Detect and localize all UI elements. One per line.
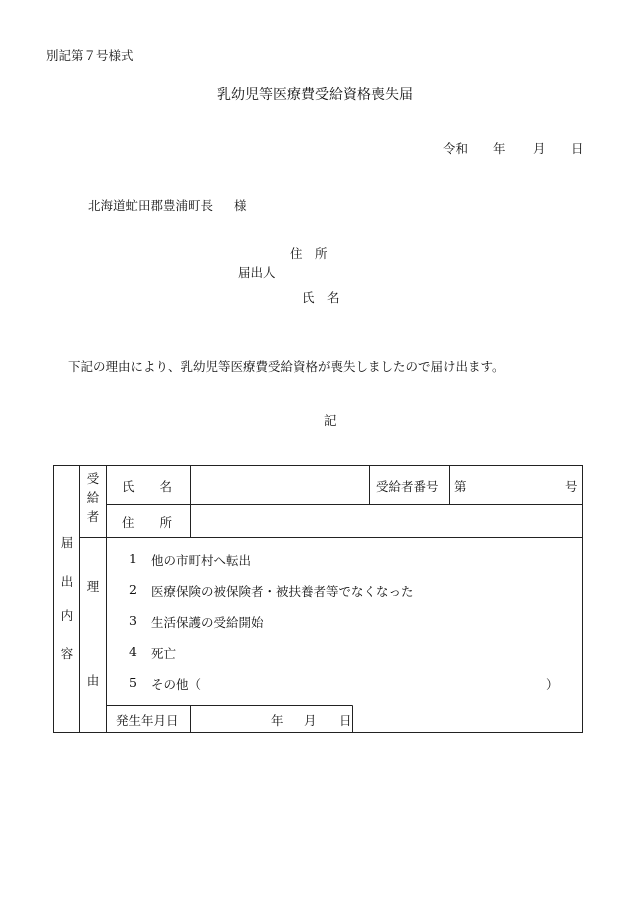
form-number: 別記第７号様式	[46, 48, 134, 63]
reason-number-4: 4	[129, 644, 137, 659]
reason-text-5: その他（	[151, 677, 202, 692]
reason-number-1: 1	[129, 551, 137, 566]
occurrence-label: 発生年月日	[116, 713, 179, 728]
address-label: 住 所	[122, 515, 173, 530]
date-era: 令和	[443, 141, 469, 156]
date-month: 月	[533, 141, 546, 156]
reason-label-2: 由	[86, 673, 100, 688]
section-label-2: 出	[60, 574, 74, 589]
recipient-number-label: 受給者番号	[376, 479, 439, 494]
reason-number-2: 2	[129, 582, 137, 597]
section-label-1: 届	[60, 535, 74, 550]
reason-number-5: 5	[129, 675, 137, 690]
date-day: 日	[571, 141, 584, 156]
ki-label: 記	[324, 413, 337, 428]
declaration-statement: 下記の理由により、乳幼児等医療費受給資格が喪失しましたので届け出ます。	[68, 359, 505, 374]
declarant-name-label: 氏 名	[302, 290, 340, 305]
reason-other-close: ）	[546, 677, 559, 692]
occurrence-year: 年	[271, 713, 284, 728]
reason-text-1: 他の市町村へ転出	[151, 553, 252, 568]
recipient-label-1: 受	[86, 471, 100, 486]
date-year: 年	[493, 141, 506, 156]
reason-label-1: 理	[86, 579, 100, 594]
recipient-label-2: 給	[86, 490, 100, 505]
occurrence-month: 月	[304, 713, 317, 728]
section-label-3: 内	[60, 608, 74, 623]
declarant-label: 届出人	[238, 265, 276, 280]
number-prefix: 第	[454, 479, 467, 494]
addressee-name: 北海道虻田郡豊浦町長	[88, 198, 214, 213]
recipient-label-3: 者	[86, 509, 100, 524]
reason-text-2: 医療保険の被保険者・被扶養者等でなくなった	[151, 584, 414, 599]
number-suffix: 号	[565, 479, 578, 494]
name-label: 氏 名	[122, 479, 173, 494]
reason-number-3: 3	[129, 613, 137, 628]
reason-text-3: 生活保護の受給開始	[151, 615, 264, 630]
document-title: 乳幼児等医療費受給資格喪失届	[217, 87, 413, 103]
reason-text-4: 死亡	[151, 646, 177, 661]
section-label-4: 容	[60, 646, 74, 661]
addressee-honorific: 様	[234, 198, 247, 213]
declarant-address-label: 住 所	[290, 246, 328, 261]
occurrence-day: 日	[339, 713, 352, 728]
